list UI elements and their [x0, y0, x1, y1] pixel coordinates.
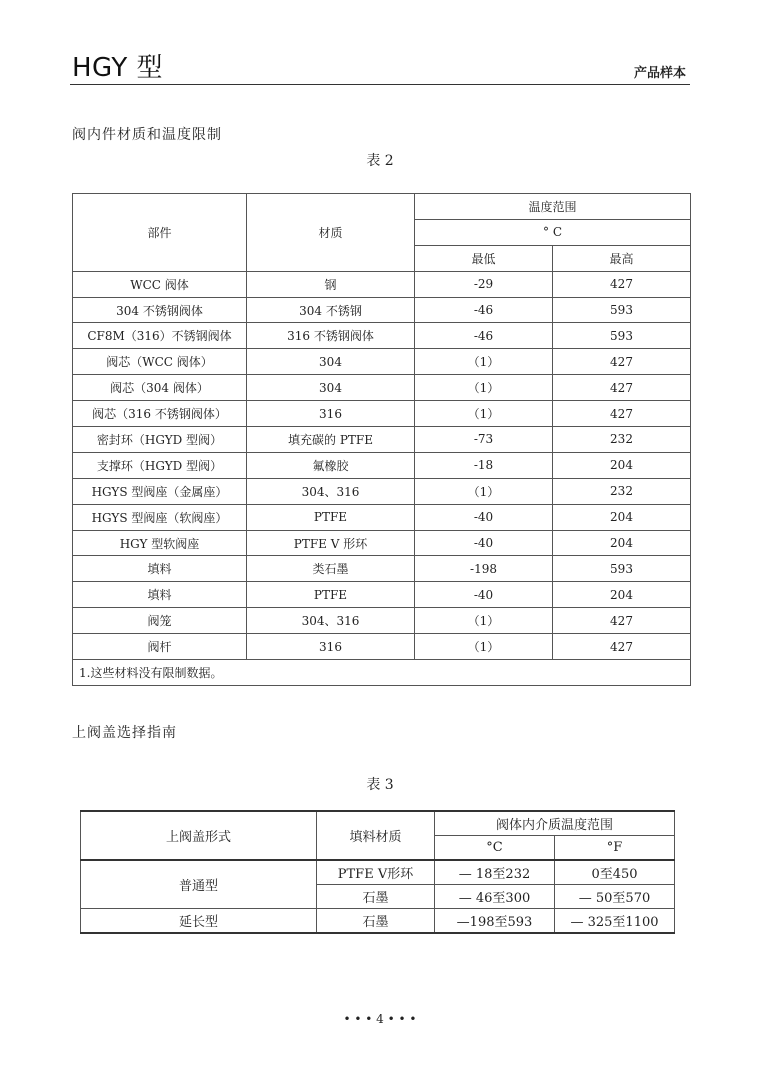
table-row	[73, 297, 691, 323]
material-cell: 304、316	[247, 608, 415, 634]
bonnet-standard: 普通型	[81, 860, 317, 909]
part-cell: HGYS 型阀座（金属座）	[73, 478, 247, 504]
bonnet-selection-table	[80, 810, 675, 934]
min-cell: -73	[415, 427, 553, 453]
material-cell: PTFE	[247, 582, 415, 608]
table3-caption: 表 3	[366, 777, 394, 793]
part-cell: 阀笼	[73, 608, 247, 634]
part-cell: 阀芯（WCC 阀体）	[73, 349, 247, 375]
table-row	[73, 323, 691, 349]
part-cell: 支撑环（HGYD 型阀）	[73, 452, 247, 478]
max-cell: 427	[553, 634, 691, 660]
max-cell: 427	[553, 349, 691, 375]
bonnet-extended: 延长型	[81, 909, 317, 934]
header-bonnet-type: 上阀盖形式	[81, 811, 317, 860]
min-cell: -40	[415, 504, 553, 530]
table-row	[73, 478, 691, 504]
material-cell: 304	[247, 375, 415, 401]
min-cell: -46	[415, 297, 553, 323]
max-cell: 204	[553, 582, 691, 608]
section-heading-bonnet: 上阀盖选择指南	[72, 725, 177, 741]
part-cell: WCC 阀体	[73, 271, 247, 297]
material-cell: 316 不锈钢阀体	[247, 323, 415, 349]
table-row	[73, 349, 691, 375]
max-cell: 232	[553, 427, 691, 453]
min-cell: -198	[415, 556, 553, 582]
header-unit-f: °F	[555, 836, 675, 861]
max-cell: 593	[553, 556, 691, 582]
table-row	[73, 608, 691, 634]
table-row	[73, 582, 691, 608]
page-number: • • • 4 • • •	[343, 1012, 417, 1026]
min-cell: （1）	[415, 608, 553, 634]
material-cell: 304、316	[247, 478, 415, 504]
material-cell: PTFE	[247, 504, 415, 530]
material-cell: 316	[247, 401, 415, 427]
material-cell: PTFE V 形环	[247, 530, 415, 556]
max-cell: 204	[553, 504, 691, 530]
header-temp-range: 温度范围	[415, 194, 691, 220]
min-cell: （1）	[415, 634, 553, 660]
header-part: 部件	[73, 194, 247, 272]
temp-c-cell: —198至593	[435, 909, 555, 934]
part-cell: 阀芯（316 不锈钢阀体）	[73, 401, 247, 427]
part-cell: HGYS 型阀座（软阀座）	[73, 504, 247, 530]
table2-caption: 表 2	[366, 153, 394, 169]
table2-note: 1.这些材料没有限制数据。	[73, 660, 691, 686]
min-cell: -40	[415, 582, 553, 608]
material-cell: 316	[247, 634, 415, 660]
temp-c-cell: — 18至232	[435, 860, 555, 885]
header-medium-temp-range: 阀体内介质温度范围	[435, 811, 675, 836]
part-cell: 304 不锈钢阀体	[73, 297, 247, 323]
temp-f-cell: — 50至570	[555, 885, 675, 909]
table-row	[73, 556, 691, 582]
min-cell: -46	[415, 323, 553, 349]
materials-temperature-table	[72, 193, 691, 686]
material-cell: 304	[247, 349, 415, 375]
max-cell: 427	[553, 608, 691, 634]
part-cell: 密封环（HGYD 型阀）	[73, 427, 247, 453]
section-heading-materials: 阀内件材质和温度限制	[72, 127, 222, 143]
min-cell: -40	[415, 530, 553, 556]
header-max: 最高	[553, 245, 691, 271]
min-cell: （1）	[415, 478, 553, 504]
header-packing-material: 填料材质	[317, 811, 435, 860]
material-cell: 类石墨	[247, 556, 415, 582]
part-cell: 填料	[73, 582, 247, 608]
part-cell: HGY 型软阀座	[73, 530, 247, 556]
material-cell: 填充碳的 PTFE	[247, 427, 415, 453]
part-cell: CF8M（316）不锈钢阀体	[73, 323, 247, 349]
table-row	[73, 427, 691, 453]
table-row	[73, 271, 691, 297]
min-cell: （1）	[415, 401, 553, 427]
table-row	[73, 504, 691, 530]
packing-cell: 石墨	[317, 885, 435, 909]
table-row	[73, 452, 691, 478]
part-cell: 阀杆	[73, 634, 247, 660]
material-cell: 氟橡胶	[247, 452, 415, 478]
temp-f-cell: — 325至1100	[555, 909, 675, 934]
header-material: 材质	[247, 194, 415, 272]
header-unit-c: °C	[435, 836, 555, 861]
min-cell: -29	[415, 271, 553, 297]
max-cell: 232	[553, 478, 691, 504]
min-cell: （1）	[415, 375, 553, 401]
header-divider	[70, 84, 690, 85]
max-cell: 204	[553, 452, 691, 478]
min-cell: （1）	[415, 349, 553, 375]
material-cell: 304 不锈钢	[247, 297, 415, 323]
part-cell: 填料	[73, 556, 247, 582]
max-cell: 204	[553, 530, 691, 556]
min-cell: -18	[415, 452, 553, 478]
max-cell: 593	[553, 323, 691, 349]
table-row	[73, 634, 691, 660]
table-row	[73, 401, 691, 427]
temp-f-cell: 0至450	[555, 860, 675, 885]
table-row	[73, 530, 691, 556]
temp-c-cell: — 46至300	[435, 885, 555, 909]
packing-cell: 石墨	[317, 909, 435, 934]
table-row	[73, 375, 691, 401]
max-cell: 427	[553, 401, 691, 427]
max-cell: 427	[553, 271, 691, 297]
part-cell: 阀芯（304 阀体）	[73, 375, 247, 401]
packing-cell: PTFE V形环	[317, 860, 435, 885]
material-cell: 钢	[247, 271, 415, 297]
max-cell: 427	[553, 375, 691, 401]
document-title: HGY 型	[72, 53, 164, 83]
header-unit: ° C	[415, 219, 691, 245]
max-cell: 593	[553, 297, 691, 323]
header-min: 最低	[415, 245, 553, 271]
document-subtitle: 产品样本	[633, 66, 686, 81]
